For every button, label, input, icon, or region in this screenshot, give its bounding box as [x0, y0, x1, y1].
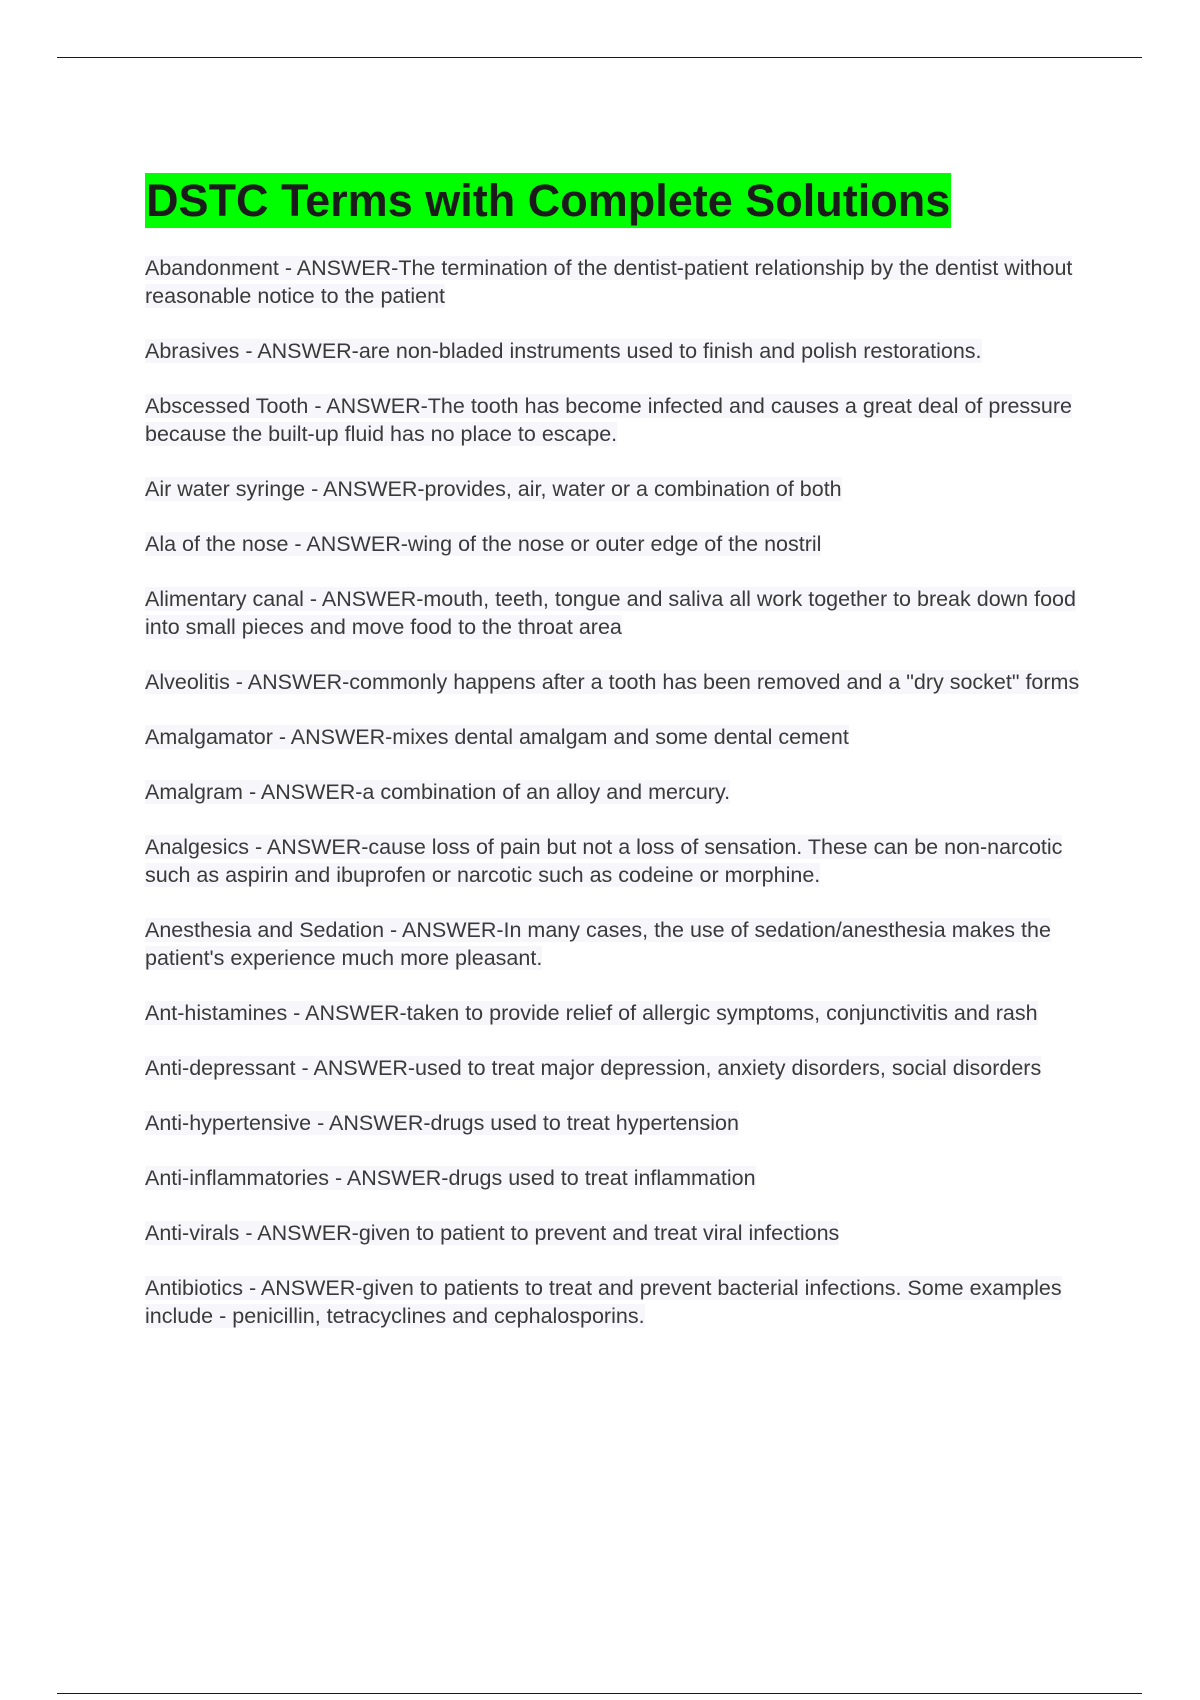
term-text: Air water syringe - ANSWER-provides, air, water or a combination of both [145, 477, 842, 501]
term-entry [145, 585, 1095, 641]
footer-rule [57, 1693, 1142, 1694]
term-entry [145, 1274, 1095, 1330]
term-entry [145, 778, 1095, 806]
term-entry [145, 916, 1095, 972]
term-text: Antibiotics - ANSWER-given to patients to treat and prevent bacterial infections. Some examples include - penicillin, tetracyclines and cephalosporins. [145, 1276, 1062, 1328]
term-list [145, 254, 1095, 1330]
term-entry [145, 1054, 1095, 1082]
term-text: Anti-inflammatories - ANSWER-drugs used to treat inflammation [145, 1166, 756, 1190]
term-text: Anesthesia and Sedation - ANSWER-In many cases, the use of sedation/anesthesia makes the patient's experience much more pleasant. [145, 918, 1051, 970]
term-entry [145, 337, 1095, 365]
term-entry [145, 254, 1095, 310]
term-text: Anti-virals - ANSWER-given to patient to prevent and treat viral infections [145, 1221, 840, 1245]
term-entry [145, 1109, 1095, 1137]
term-entry [145, 530, 1095, 558]
term-text: Ant-histamines - ANSWER-taken to provide relief of allergic symptoms, conjunctivitis and rash [145, 1001, 1038, 1025]
term-text: Amalgamator - ANSWER-mixes dental amalgam and some dental cement [145, 725, 849, 749]
document-body [145, 173, 1095, 1357]
term-entry [145, 668, 1095, 696]
term-entry [145, 833, 1095, 889]
header-rule [57, 57, 1142, 58]
term-text: Anti-depressant - ANSWER-used to treat major depression, anxiety disorders, social disorders [145, 1056, 1042, 1080]
term-entry [145, 723, 1095, 751]
term-text: Abrasives - ANSWER-are non-bladed instruments used to finish and polish restorations. [145, 339, 982, 363]
term-entry [145, 1219, 1095, 1247]
term-text: Anti-hypertensive - ANSWER-drugs used to treat hypertension [145, 1111, 739, 1135]
term-entry [145, 475, 1095, 503]
term-entry [145, 392, 1095, 448]
term-entry [145, 1164, 1095, 1192]
document-title: DSTC Terms with Complete Solutions [146, 175, 951, 226]
term-entry [145, 999, 1095, 1027]
term-text: Alveolitis - ANSWER-commonly happens after a tooth has been removed and a "dry socket" forms [145, 670, 1080, 694]
term-text: Abscessed Tooth - ANSWER-The tooth has become infected and causes a great deal of pressure because the built-up fluid has no place to escape. [145, 394, 1073, 446]
term-text: Ala of the nose - ANSWER-wing of the nose or outer edge of the nostril [145, 532, 822, 556]
term-text: Alimentary canal - ANSWER-mouth, teeth, tongue and saliva all work together to break down food into small pieces and move food to the throat area [145, 587, 1076, 639]
term-text: Abandonment - ANSWER-The termination of the dentist-patient relationship by the dentist without reasonable notice to the patient [145, 256, 1073, 308]
term-text: Analgesics - ANSWER-cause loss of pain but not a loss of sensation. These can be non-narcotic such as aspirin and ibuprofen or narcotic such as codeine or morphine. [145, 835, 1063, 887]
term-text: Amalgram - ANSWER-a combination of an alloy and mercury. [145, 780, 731, 804]
